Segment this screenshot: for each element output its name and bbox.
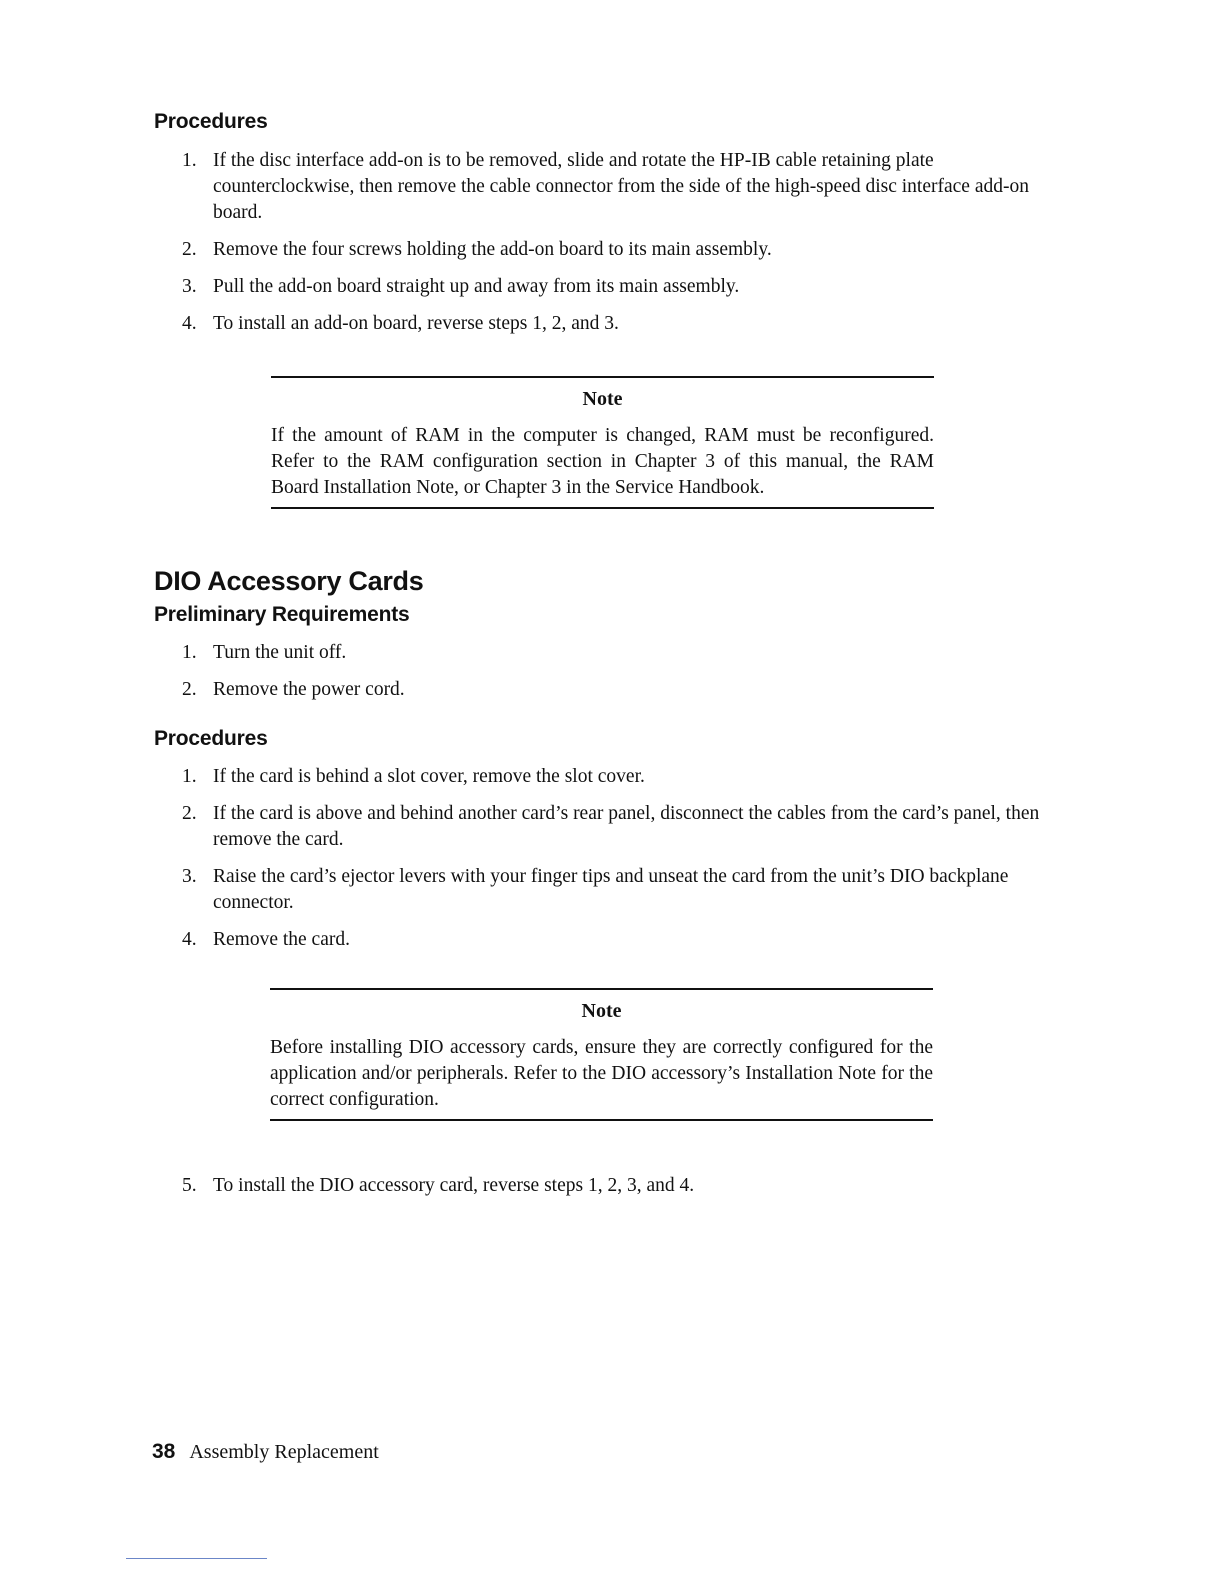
list-item: [182, 801, 1062, 853]
note-title: Note: [581, 1000, 622, 1022]
note-title: Note: [582, 388, 623, 410]
step-number: 4.: [182, 929, 197, 950]
ram-note-box: [271, 376, 934, 509]
page-number: 38: [152, 1440, 176, 1463]
step-text: To install an add-on board, reverse steps 1, 2, and 3.: [213, 313, 619, 334]
scan-edge-line: [126, 1558, 267, 1559]
page-footer: [152, 1440, 379, 1464]
step-text: Pull the add-on board straight up and away from its main assembly.: [213, 276, 740, 297]
step-number: 1.: [182, 642, 197, 663]
step-text: Turn the unit off.: [213, 642, 347, 663]
dio-procedures-heading: Procedures: [154, 727, 268, 750]
list-item: [182, 677, 1062, 703]
procedures-list: [182, 148, 1062, 337]
preliminary-list: [182, 640, 1062, 703]
list-item: [182, 311, 1062, 337]
list-item: [182, 764, 1062, 790]
dio-section-title: DIO Accessory Cards: [154, 566, 424, 596]
step-number: 5.: [182, 1175, 197, 1196]
footer-title: Assembly Replacement: [189, 1441, 379, 1463]
step-text: Remove the four screws holding the add-on board to its main assembly.: [213, 239, 772, 260]
procedures-heading: Procedures: [154, 110, 268, 133]
step-text: Raise the card’s ejector levers with your finger tips and unseat the card from the unit’s DIO backplane connector.: [213, 866, 1009, 913]
preliminary-heading: Preliminary Requirements: [154, 603, 410, 626]
step-number: 2.: [182, 679, 197, 700]
dio-note-box: [270, 988, 933, 1121]
note-body: Before installing DIO accessory cards, ensure they are correctly configured for the application and/or peripherals. Refer to the DIO accessory’s Installation Note for the correct configuration.: [270, 1037, 933, 1110]
list-item: [182, 864, 1062, 916]
step-text: If the card is above and behind another card’s rear panel, disconnect the cables from the card’s panel, then remove the card.: [213, 803, 1040, 850]
list-item: [182, 237, 1062, 263]
list-item: [182, 927, 1062, 953]
note-body: If the amount of RAM in the computer is changed, RAM must be reconfigured. Refer to the RAM configuration section in Chapter 3 of this manual, the RAM Board Installation Note, or Chapter 3 in the Service Handbook.: [271, 425, 934, 498]
list-item: [182, 640, 1062, 666]
step-text: Remove the card.: [213, 929, 350, 950]
step-text: To install the DIO accessory card, reverse steps 1, 2, 3, and 4.: [213, 1175, 695, 1196]
list-item: [182, 274, 1062, 300]
step-number: 1.: [182, 150, 197, 171]
list-item: [182, 148, 1062, 226]
step-number: 2.: [182, 803, 197, 824]
step-text: If the card is behind a slot cover, remove the slot cover.: [213, 766, 645, 787]
step-text: If the disc interface add-on is to be removed, slide and rotate the HP-IB cable retaining plate counterclockwise, then remove the cable connector from the side of the high-speed disc interface add-on board.: [213, 150, 1029, 223]
step-number: 4.: [182, 313, 197, 334]
final-step-list: [182, 1173, 1062, 1199]
step-number: 1.: [182, 766, 197, 787]
step-text: Remove the power cord.: [213, 679, 405, 700]
dio-procedures-list: [182, 764, 1062, 953]
list-item: [182, 1173, 1062, 1199]
step-number: 3.: [182, 866, 197, 887]
step-number: 3.: [182, 276, 197, 297]
step-number: 2.: [182, 239, 197, 260]
